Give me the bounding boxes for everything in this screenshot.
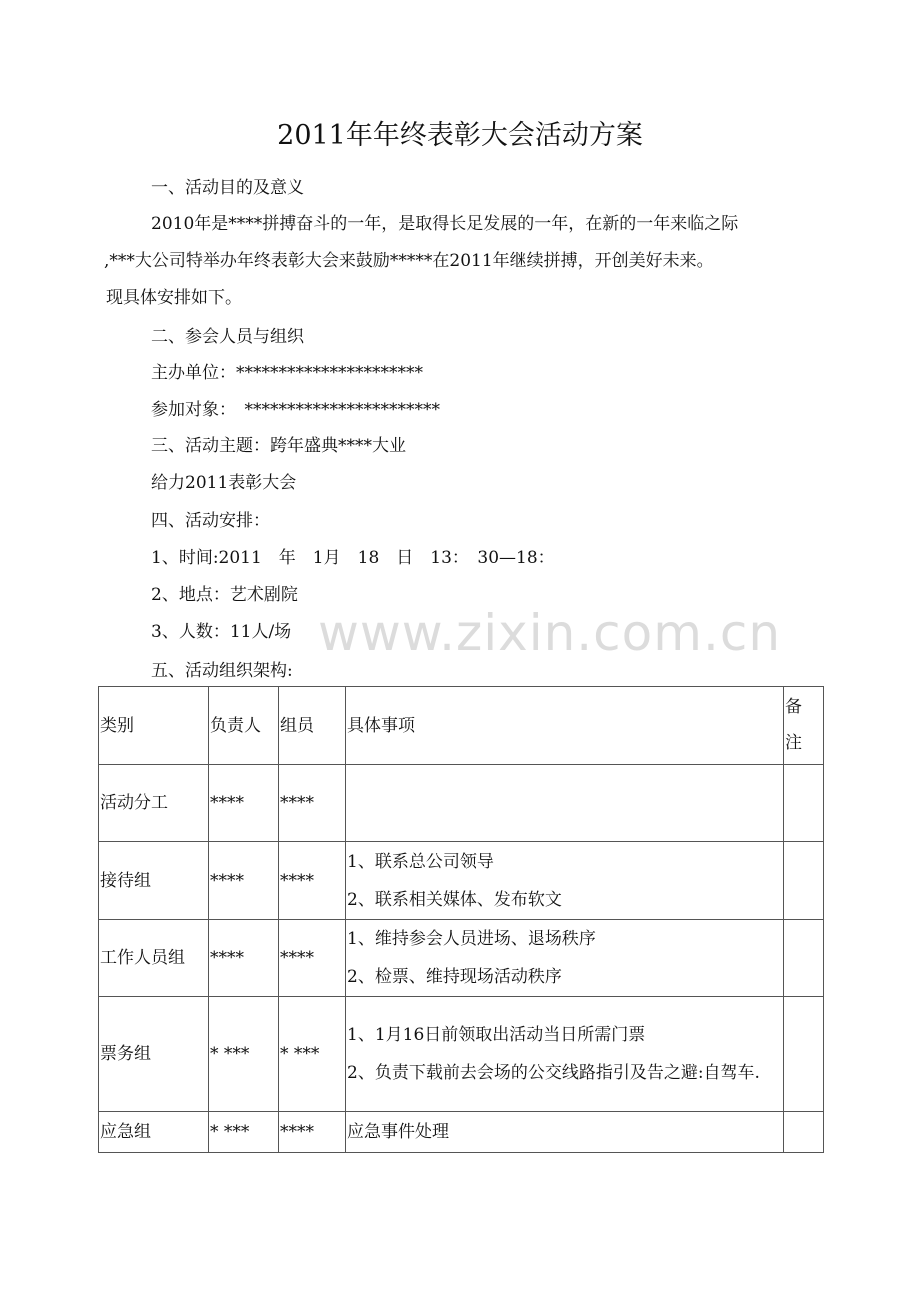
table-row (99, 920, 824, 997)
row-members: * *** (279, 997, 346, 1112)
organization-table (98, 686, 824, 1153)
task-line: 1、维持参会人员进场、退场秩序 (347, 929, 596, 949)
row-tasks (346, 920, 784, 997)
row-category: 接待组 (99, 842, 209, 920)
table-row (99, 997, 824, 1112)
document-title: 2011年年终表彰大会活动方案 (277, 120, 643, 151)
task-line: 1、1月16日前领取出活动当日所需门票 (347, 1025, 646, 1045)
section-heading-participants: 二、参会人员与组织 (151, 327, 304, 347)
header-category: 类别 (99, 687, 209, 765)
task-line: 2、联系相关媒体、发布软文 (347, 889, 562, 910)
row-category: 活动分工 (99, 765, 209, 842)
table-row (99, 765, 824, 842)
row-category: 票务组 (99, 997, 209, 1112)
row-tasks (346, 997, 784, 1112)
participants: 参加对象： *********************** (151, 400, 440, 420)
row-notes (784, 1112, 824, 1153)
row-category: 应急组 (99, 1112, 209, 1153)
row-notes (784, 997, 824, 1112)
row-members-text: **** (280, 793, 314, 813)
header-notes-label: 备注 (785, 697, 802, 753)
theme-continued: 给力2011表彰大会 (151, 473, 297, 493)
section-heading-structure: 五、活动组织架构: (151, 661, 293, 681)
row-notes (784, 842, 824, 920)
row-tasks (346, 1112, 784, 1153)
row-notes (784, 765, 824, 842)
row-leader: * *** (209, 1112, 279, 1153)
task-line: 应急事件处理 (347, 1122, 449, 1142)
row-tasks (346, 842, 784, 920)
section-heading-arrangement: 四、活动安排： (151, 511, 270, 531)
task-line: 2、负责下载前去会场的公交线路指引及告之避:自驾车. (347, 1063, 760, 1083)
row-leader (209, 842, 279, 920)
row-notes (784, 920, 824, 997)
header-members: 组员 (279, 687, 346, 765)
purpose-paragraph-line-1: 2010年是****拼搏奋斗的一年，是取得长足发展的一年，在新的一年来临之际 (151, 214, 739, 234)
task-line: 1、联系总公司领导 (347, 851, 494, 872)
row-leader-text: * *** (210, 1044, 250, 1064)
table-row (99, 842, 824, 920)
host-unit: 主办单位：********************** (151, 363, 423, 383)
row-leader: **** (209, 765, 279, 842)
watermark: www.zixin.com.cn (318, 604, 782, 662)
row-leader: **** (209, 920, 279, 997)
table-row (99, 1112, 824, 1153)
header-tasks: 具体事项 (346, 687, 784, 765)
header-leader: 负责人 (209, 687, 279, 765)
arrangement-people: 3、人数：11人/场 (151, 622, 292, 642)
table-header-row (99, 687, 824, 765)
purpose-paragraph-line-2: ,***大公司特举办年终表彰大会来鼓励*****在2011年继续拼搏，开创美好未来。 (104, 251, 714, 271)
row-leader (209, 997, 279, 1112)
purpose-paragraph-line-3: 现具体安排如下。 (106, 288, 242, 308)
arrangement-place: 2、地点：艺术剧院 (151, 585, 298, 605)
arrangement-time: 1、时间:2011 年 1月 18 日 13： 30—18： (151, 548, 555, 568)
row-leader-text: **** (210, 870, 244, 891)
header-notes (784, 687, 824, 765)
section-heading-purpose: 一、活动目的及意义 (151, 178, 304, 198)
row-category: 工作人员组 (99, 920, 209, 997)
row-members: **** (279, 842, 346, 920)
row-members: **** (279, 920, 346, 997)
section-heading-theme: 三、活动主题：跨年盛典****大业 (151, 436, 406, 456)
row-members: **** (279, 1112, 346, 1153)
row-members (279, 765, 346, 842)
row-tasks (346, 765, 784, 842)
task-line: 2、检票、维持现场活动秩序 (347, 967, 562, 987)
